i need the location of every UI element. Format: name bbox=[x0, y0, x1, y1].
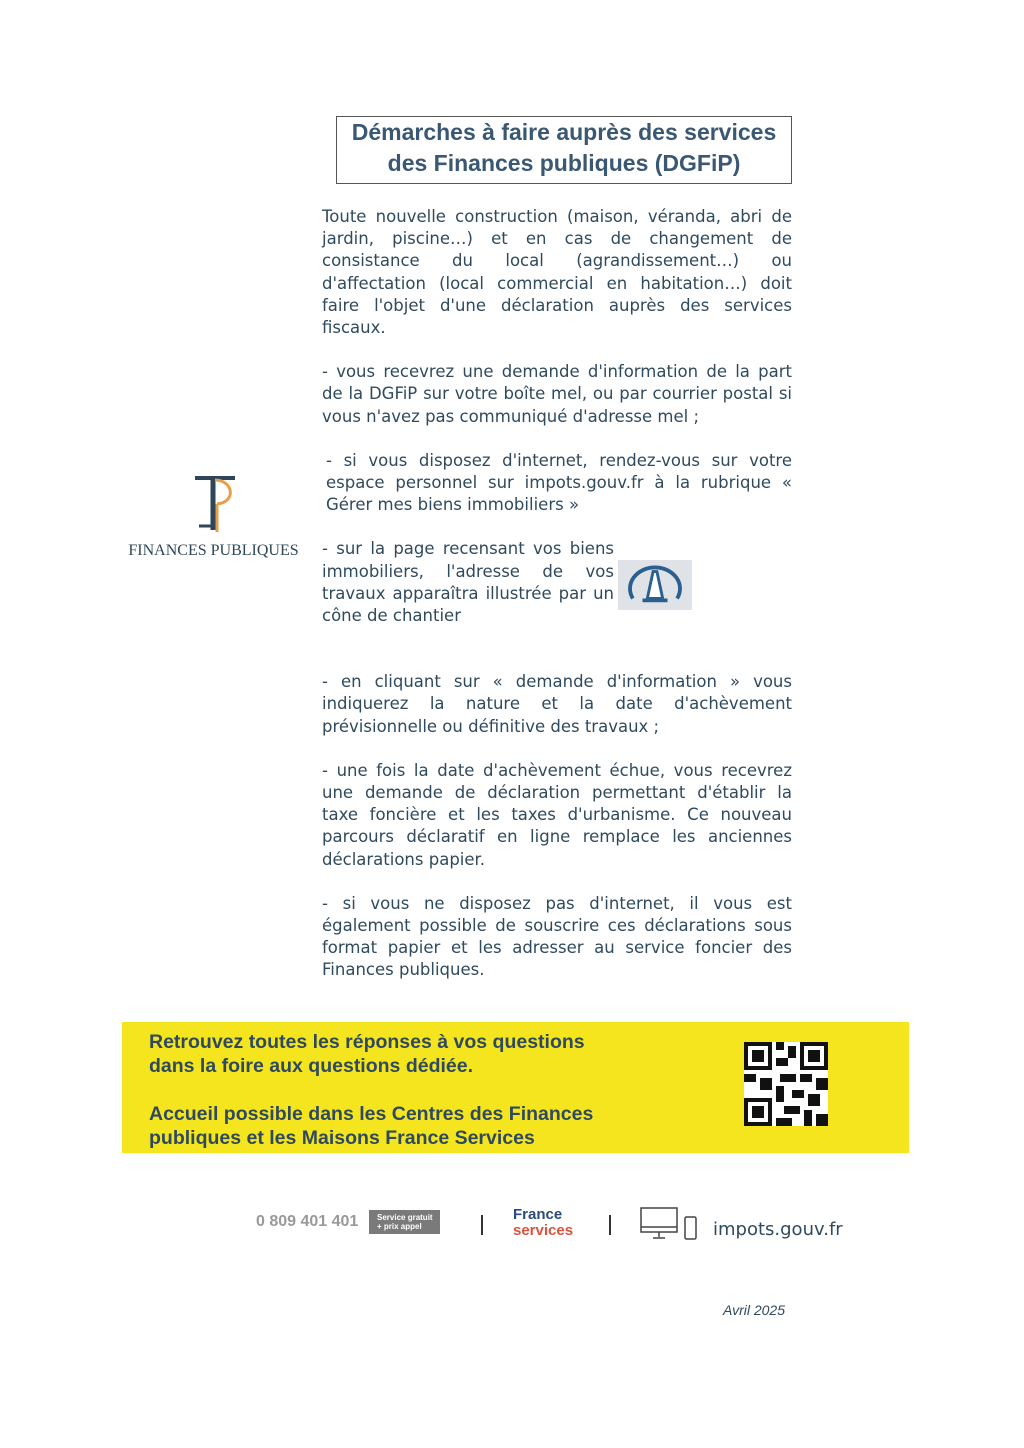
paragraph: - si vous disposez d'internet, rendez-vous sur votre espace personnel sur impots.gouv.fr à la rubrique « Gérer mes biens immobiliers » bbox=[326, 450, 792, 515]
website-link[interactable]: impots.gouv.fr bbox=[713, 1219, 843, 1240]
body-text bbox=[322, 206, 792, 1004]
paragraph: - si vous ne disposez pas d'internet, il vous est également possible de souscrire ces déclarations sous format papier et les adresser au service foncier des Finances publiques. bbox=[322, 893, 792, 980]
paragraph: - une fois la date d'achèvement échue, vous recevrez une demande de déclaration permettant d'établir la taxe foncière et les taxes d'urbanisme. Ce nouveau parcours déclaratif en ligne remplace les anciennes déclarations papier. bbox=[322, 760, 792, 869]
service-badge: Service gratuit + prix appel bbox=[369, 1210, 440, 1234]
document-date: Avril 2025 bbox=[723, 1302, 786, 1318]
paragraph: - en cliquant sur « demande d'information » vous indiquerez la nature et la date d'achèvement prévisionnelle ou définitive des travaux ; bbox=[322, 672, 792, 736]
divider bbox=[609, 1215, 611, 1235]
qr-code-icon[interactable] bbox=[744, 1042, 828, 1126]
page-title: Démarches à faire auprès des services des Finances publiques (DGFiP) bbox=[336, 116, 792, 184]
construction-cone-icon bbox=[618, 560, 692, 610]
footer bbox=[0, 1205, 1024, 1245]
info-band: Retrouvez toutes les réponses à vos questions dans la foire aux questions dédiée. Accueil possible dans les Centres des Finances publiques et les Maisons France Services bbox=[122, 1022, 909, 1153]
paragraph: - sur la page recensant vos biens immobiliers, l'adresse de vos travaux apparaîtra illustrée par un cône de chantier bbox=[322, 538, 792, 627]
paragraph: - vous recevrez une demande d'information de la part de la DGFiP sur votre boîte mel, ou par courrier postal si vous n'avez pas communiqué d'adresse mel ; bbox=[322, 362, 792, 426]
phone-number: 0 809 401 401 bbox=[256, 1213, 359, 1230]
devices-icon bbox=[640, 1207, 700, 1241]
paragraph: Toute nouvelle construction (maison, véranda, abri de jardin, piscine…) et en cas de changement de consistance du local (agrandissement…) ou d'affectation (local commercial en habitation…) doit faire l'objet d'une déclaration auprès des services fiscaux. bbox=[322, 207, 792, 338]
finances-publiques-logo: FINANCES PUBLIQUES bbox=[126, 474, 301, 560]
divider bbox=[481, 1215, 483, 1235]
france-services-logo: France services bbox=[513, 1206, 574, 1239]
cone-holder bbox=[614, 560, 792, 610]
fp-logo-icon bbox=[189, 474, 239, 534]
